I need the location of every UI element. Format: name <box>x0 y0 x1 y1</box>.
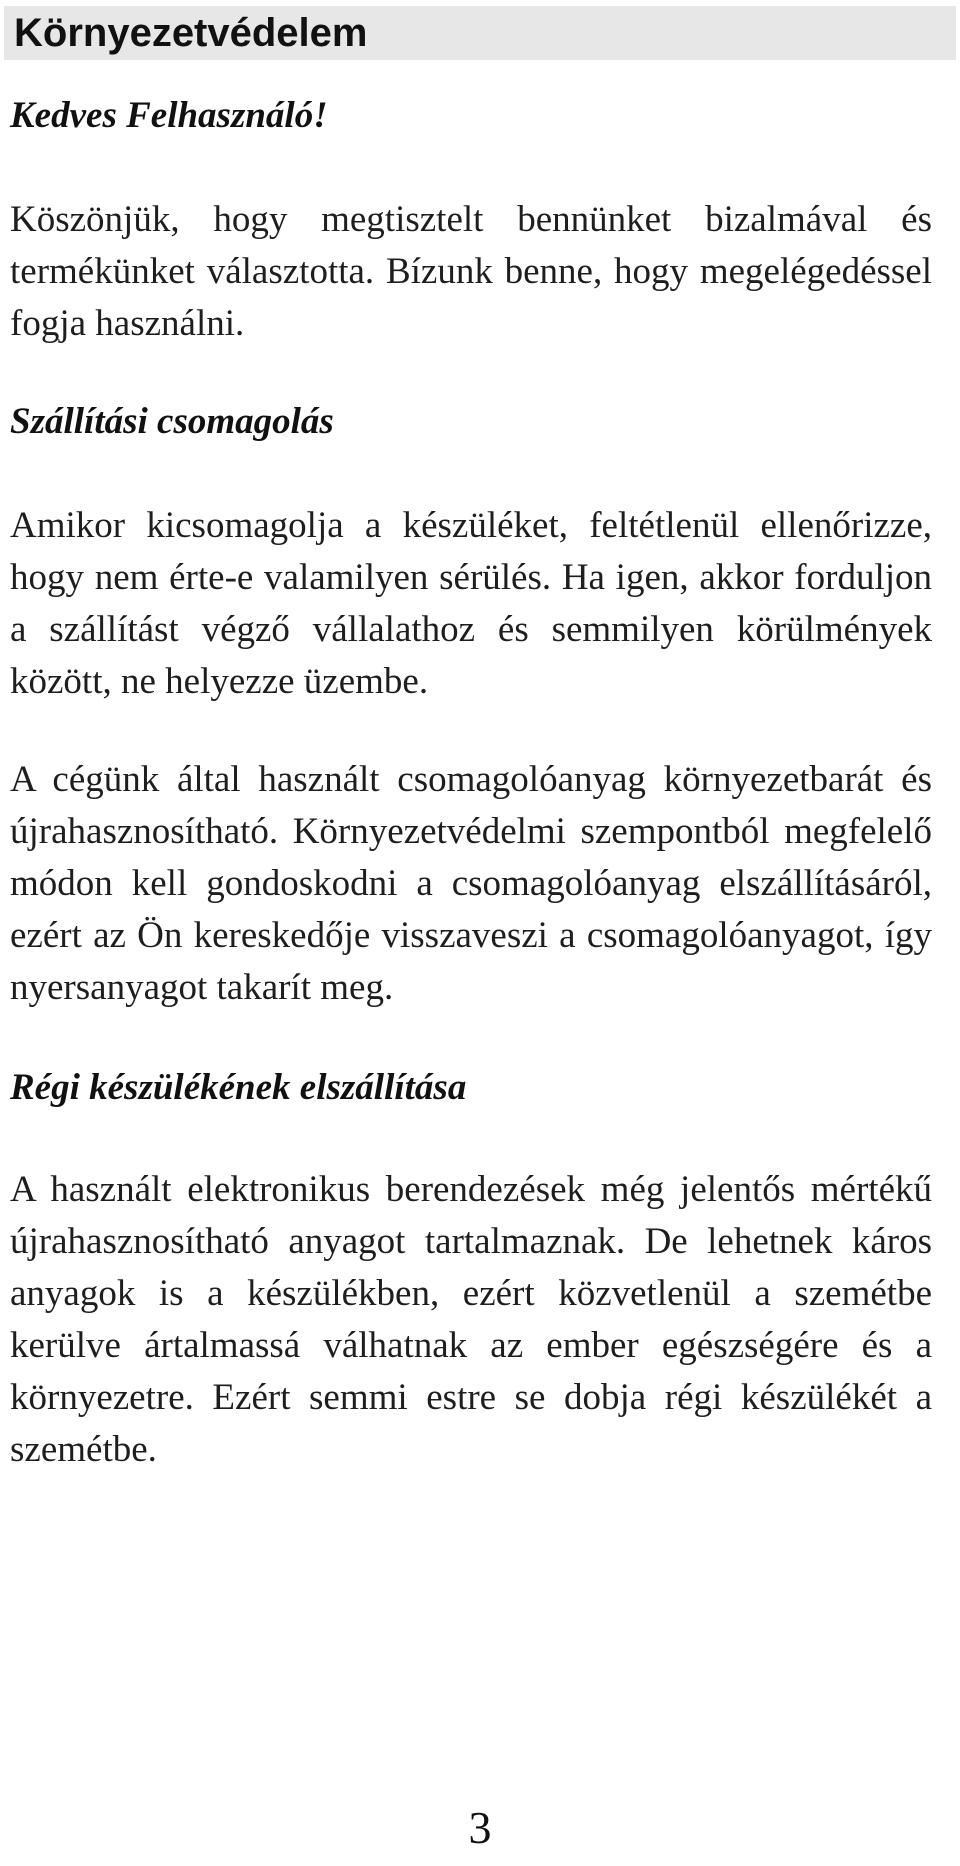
page-title: Környezetvédelem <box>14 11 368 55</box>
disposal-heading: Régi készülékének elszállítása <box>10 1067 467 1108</box>
packaging-paragraph-1: Amikor kicsomagolja a készüléket, feltétlenül ellenőrizze, hogy nem érte-e valamilyen sérülés. Ha igen, akkor forduljon a szállítást végző vállalathoz és semmilyen körülmények között, ne helyezze üzembe. <box>10 505 932 702</box>
greeting-paragraph: Köszönjük, hogy megtisztelt bennünket bizalmával és termékünket választotta. Bízunk benne, hogy megelégedéssel fogja használni. <box>10 199 932 344</box>
disposal-paragraph: A használt elektronikus berendezések még jelentős mértékű újrahasznosítható anyagot tartalmaznak. De lehetnek káros anyagok is a készülékben, ezért közvetlenül a szemétbe kerülve ártalmassá válhatnak az ember egészségére és a környezetre. Ezért semmi estre se dobja régi készülékét a szemétbe. <box>10 1169 932 1470</box>
packaging-paragraph-2: A cégünk által használt csomagolóanyag környezetbarát és újrahasznosítható. Környezetvédelmi szempontból megfelelő módon kell gondoskodni a csomagolóanyag elszállításáról, ezért az Ön kereskedője visszaveszi a csomagolóanyagot, így nyersanyagot takarít meg. <box>10 759 932 1008</box>
title-band <box>4 6 956 60</box>
greeting-heading: Kedves Felhasználó! <box>10 95 328 136</box>
page-content <box>10 88 932 1476</box>
page-number: 3 <box>468 1802 492 1853</box>
packaging-heading: Szállítási csomagolás <box>10 401 334 442</box>
